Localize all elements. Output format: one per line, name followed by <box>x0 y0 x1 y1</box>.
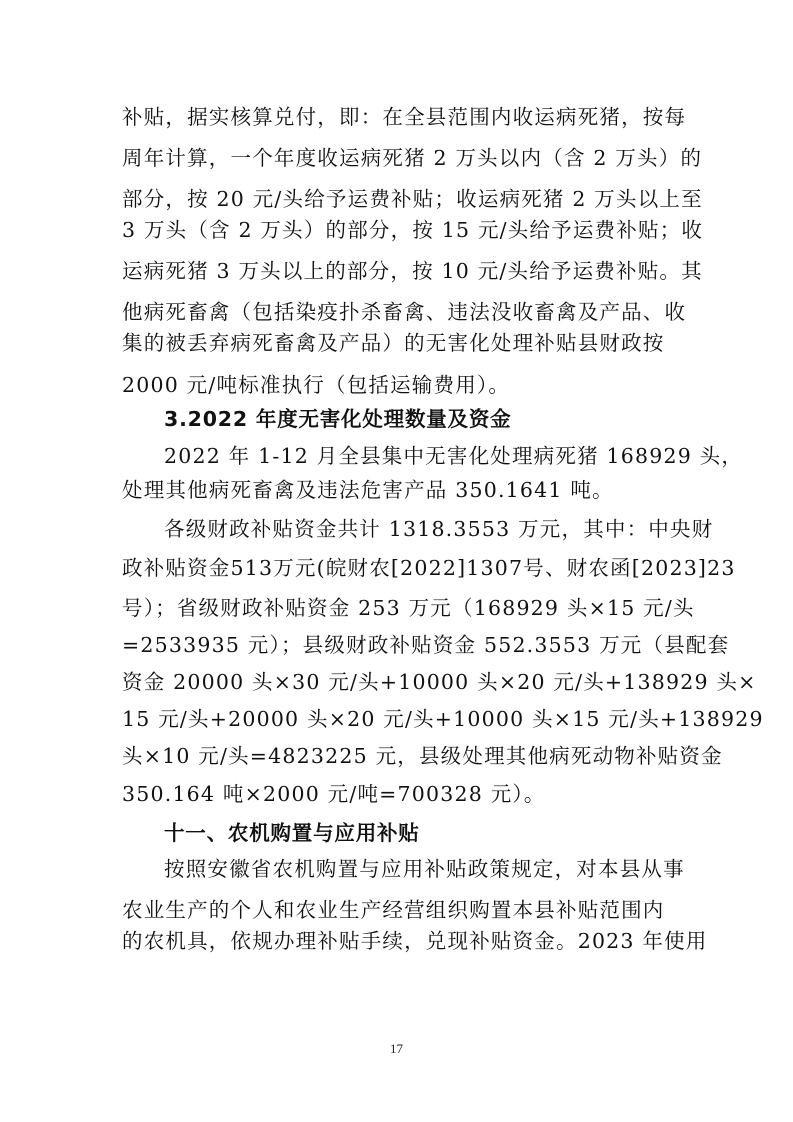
body-text-line: 3 万头（含 2 万头）的部分，按 15 元/头给予运费补贴；收 <box>122 218 704 242</box>
body-text-line: 头×10 元/头=4823225 元，县级处理其他病死动物补贴资金 <box>122 744 723 768</box>
body-text-line: 集的被丢弃病死畜禽及产品）的无害化处理补贴县财政按 <box>122 331 665 355</box>
body-text-line: 15 元/头+20000 头×20 元/头+10000 头×15 元/头+138929 <box>122 707 764 731</box>
body-text-line: 各级财政补贴资金共计 1318.3553 万元，其中：中央财 <box>164 517 714 541</box>
body-text-line: 2000 元/吨标准执行（包括运输费用）。 <box>122 373 511 397</box>
body-text-line: 2022 年 1-12 月全县集中无害化处理病死猪 168929 头， <box>164 444 744 468</box>
body-text-line: 补贴，据实核算兑付，即：在全县范围内收运病死猪，按每 <box>122 105 687 129</box>
body-text-line: 按照安徽省农机购置与应用补贴政策规定，对本县从事 <box>164 857 685 881</box>
body-text-line: 农业生产的个人和农业生产经营组织购置本县补贴范围内 <box>122 898 665 922</box>
body-text-line: 资金 20000 头×30 元/头+10000 头×20 元/头+138929 头× <box>122 670 757 694</box>
body-text-line: 运病死猪 3 万头以上的部分，按 10 元/头给予运费补贴。其 <box>122 259 703 283</box>
chapter-heading: 十一、农机购置与应用补贴 <box>164 821 420 845</box>
body-text-line: 处理其他病死畜禽及违法危害产品 350.1641 吨。 <box>122 478 614 502</box>
body-text-line: 政补贴资金513万元(皖财农[2022]1307号、财农函[2023]23 <box>122 556 736 580</box>
section-heading: 3.2022 年度无害化处理数量及资金 <box>164 407 512 431</box>
body-text-line: 号）；省级财政补贴资金 253 万元（168929 头×15 元/头 <box>122 596 695 620</box>
page-number: 17 <box>390 1041 403 1056</box>
body-text-line: 350.164 吨×2000 元/吨=700328 元）。 <box>122 782 546 806</box>
body-text-line: 部分，按 20 元/头给予运费补贴；收运病死猪 2 万头以上至 <box>122 187 703 211</box>
body-text-line: =2533935 元）；县级财政补贴资金 552.3553 万元（县配套 <box>122 633 730 657</box>
body-text-line: 他病死畜禽（包括染疫扑杀畜禽、违法没收畜禽及产品、收 <box>122 300 687 324</box>
body-text-line: 的农机具，依规办理补贴手续，兑现补贴资金。2023 年使用 <box>122 929 708 953</box>
body-text-line: 周年计算，一个年度收运病死猪 2 万头以内（含 2 万头）的 <box>122 146 703 170</box>
